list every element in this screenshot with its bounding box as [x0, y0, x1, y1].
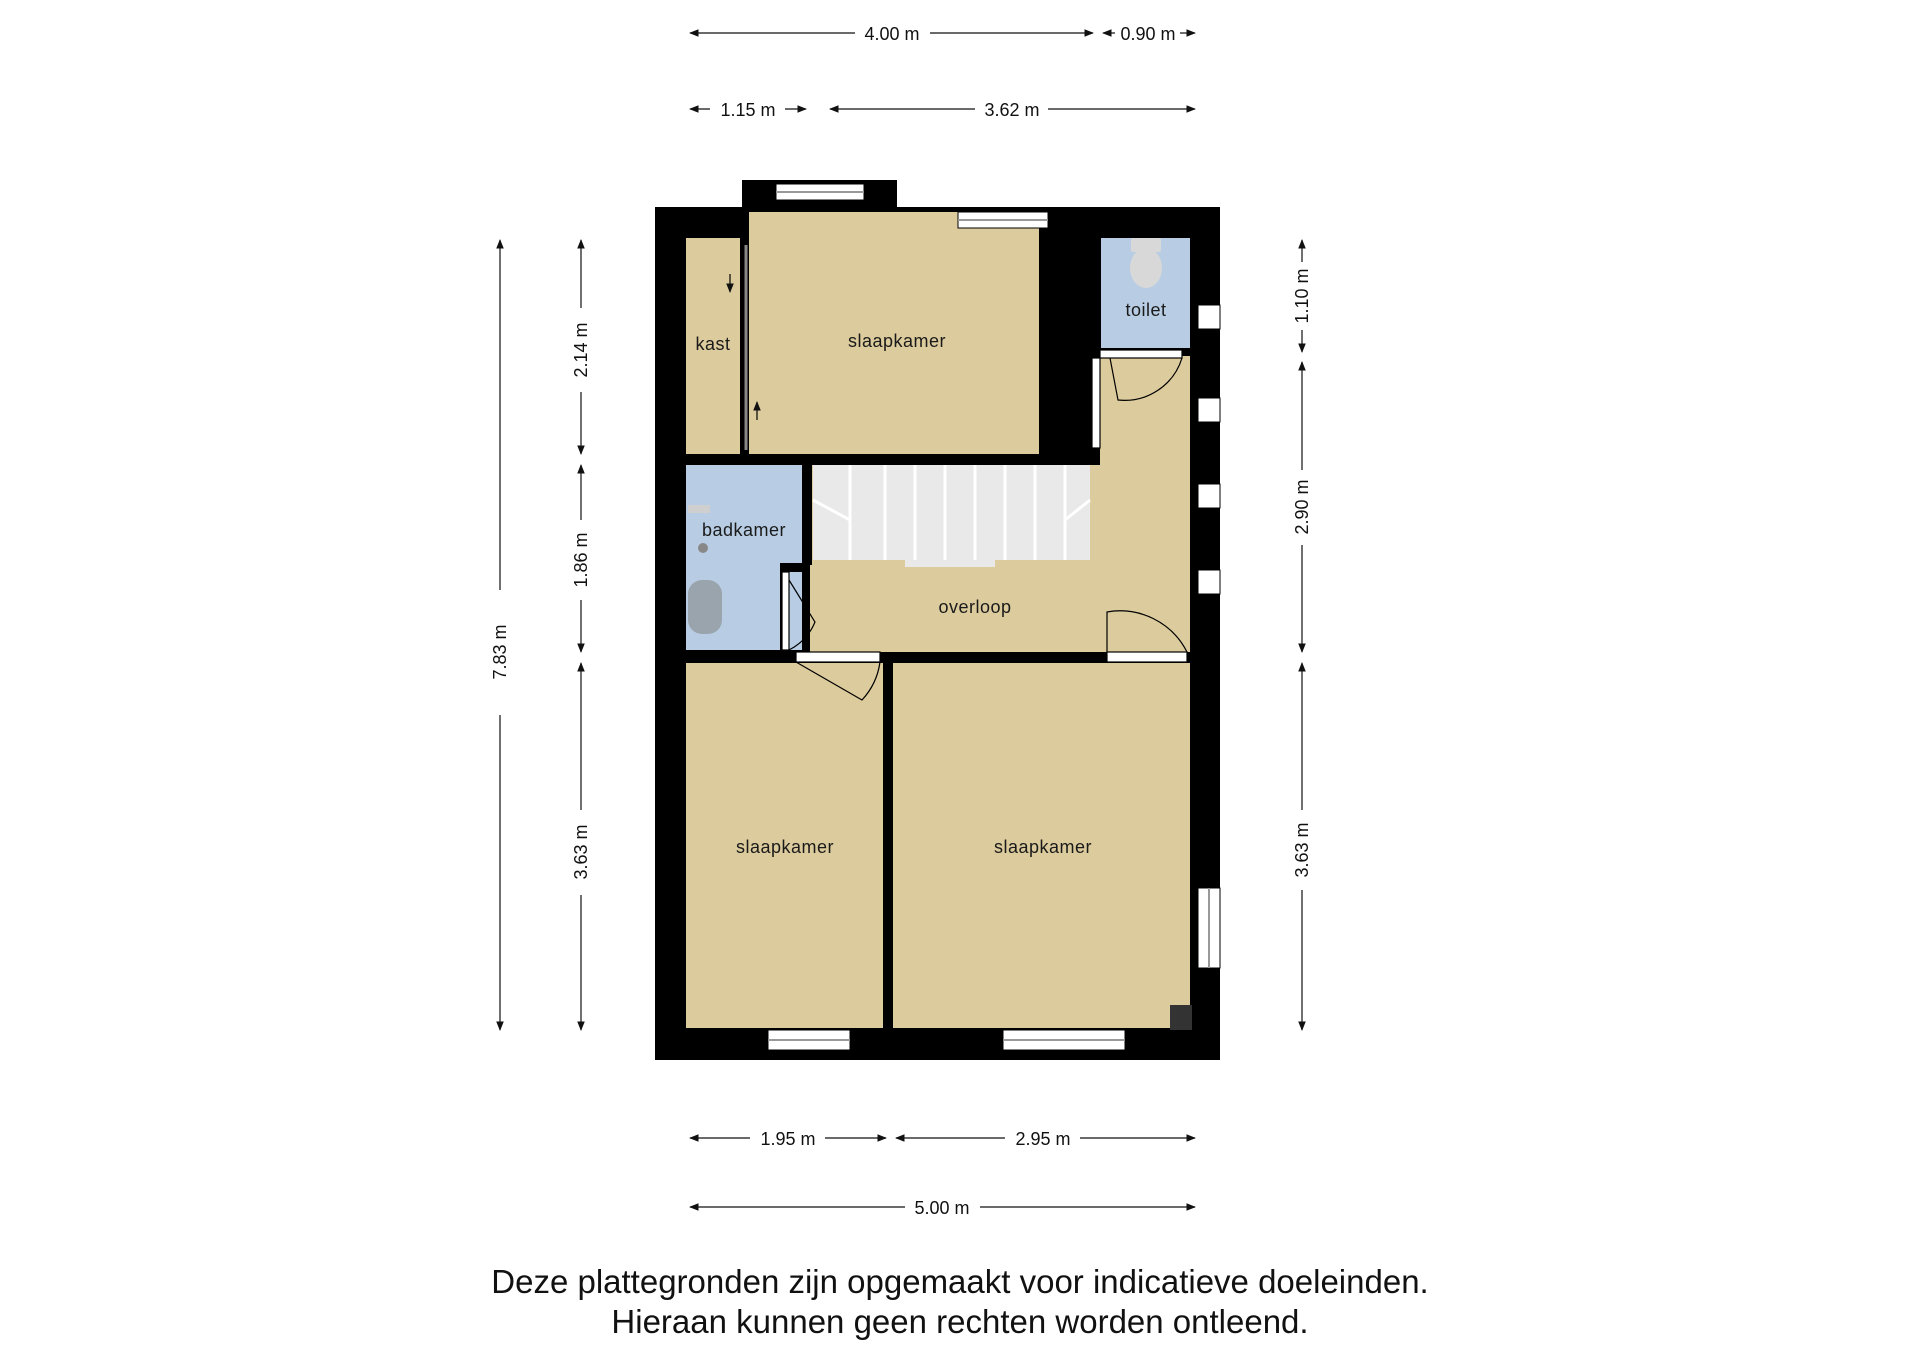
dim-top-small: 0.90 m: [1120, 24, 1176, 44]
dim-left-b: 1.86 m: [571, 532, 591, 588]
dim-left-c: 3.63 m: [571, 824, 591, 880]
dim-top-overall: 4.00 m: [864, 24, 920, 44]
room-label-badkamer: badkamer: [701, 520, 787, 540]
toilet-fixture: [1130, 238, 1162, 288]
dim-right-a: 1.10 m: [1292, 268, 1312, 324]
room-label-slaapkamer-top: slaapkamer: [847, 331, 947, 351]
dim-bottom-right: 2.95 m: [1015, 1129, 1071, 1149]
dim-bottom-left: 1.95 m: [760, 1129, 816, 1149]
dim-right-c: 3.63 m: [1292, 822, 1312, 878]
room-label-toilet: toilet: [1125, 300, 1167, 320]
dim-right-b: 2.90 m: [1292, 479, 1312, 535]
room-label-kast: kast: [695, 334, 731, 354]
staircase: [813, 465, 1090, 567]
dim-left-total: 7.83 m: [490, 624, 510, 680]
chimney-block: [1170, 1005, 1192, 1030]
dim-top2-left: 1.15 m: [720, 100, 776, 120]
room-label-slaapkamer-left: slaapkamer: [735, 837, 835, 857]
dim-top2-right: 3.62 m: [984, 100, 1040, 120]
dim-left-a: 2.14 m: [571, 322, 591, 378]
disclaimer-line-2: Hieraan kunnen geen rechten worden ontleend.: [611, 1303, 1309, 1340]
disclaimer-line-1: Deze plattegronden zijn opgemaakt voor indicatieve doeleinden.: [491, 1263, 1429, 1300]
room-label-overloop: overloop: [938, 597, 1012, 617]
dim-bottom-total: 5.00 m: [914, 1198, 970, 1218]
room-label-slaapkamer-right: slaapkamer: [993, 837, 1093, 857]
